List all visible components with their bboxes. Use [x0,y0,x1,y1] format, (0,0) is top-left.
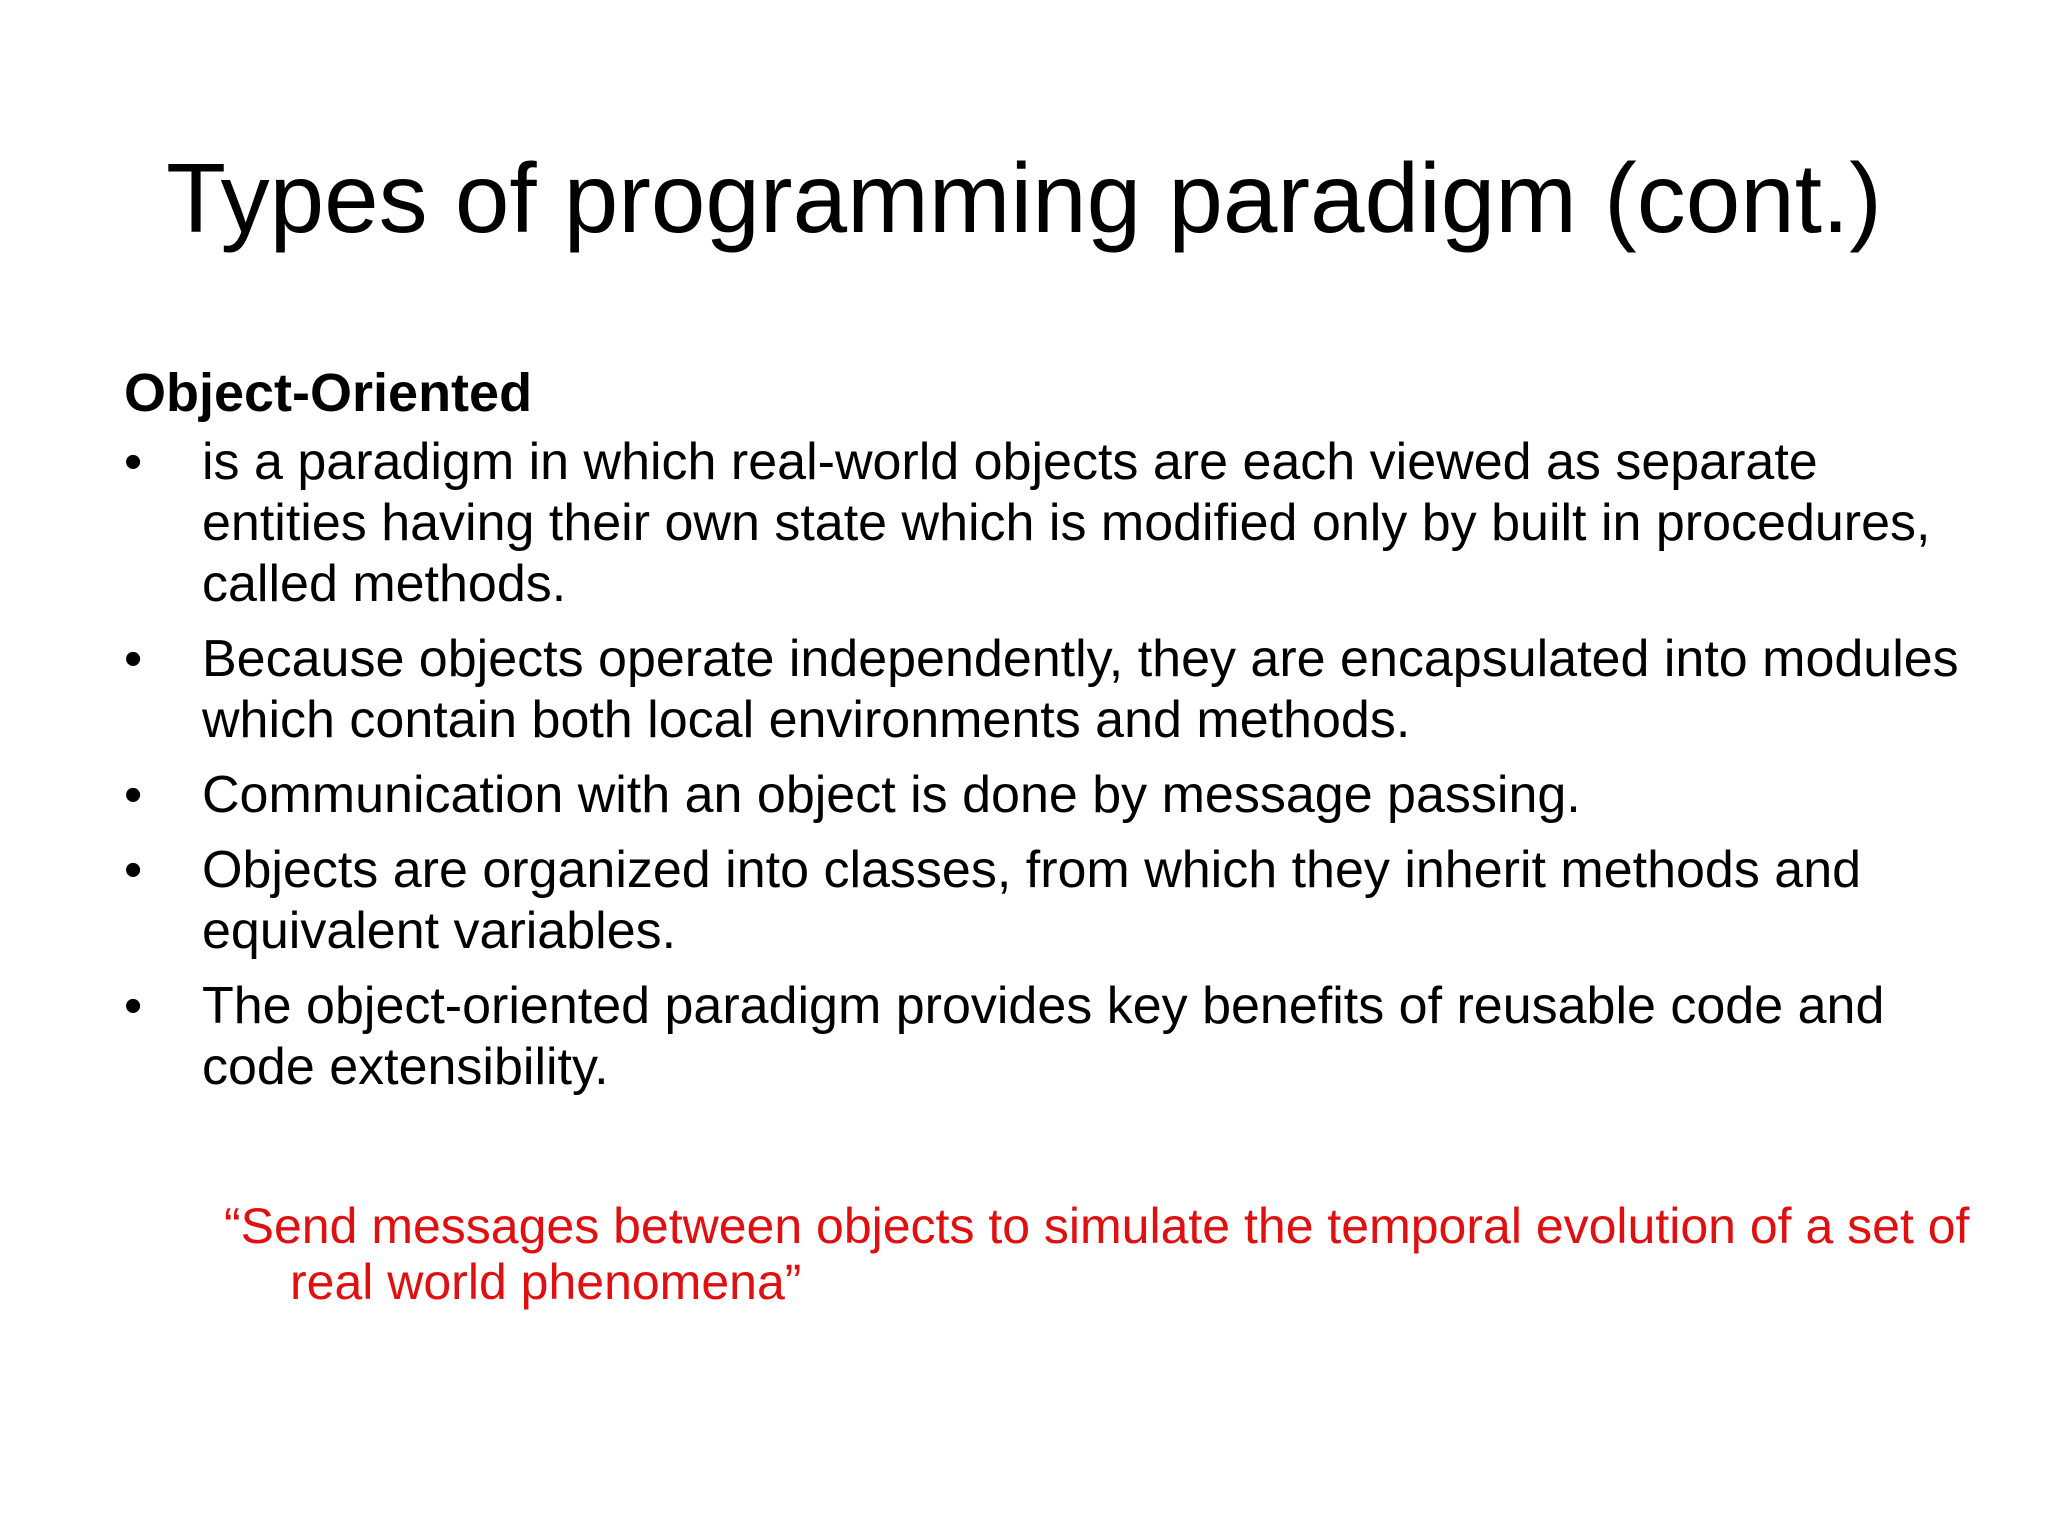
slide-content [124,360,1964,1112]
bullet-text: Objects are organized into classes, from which they inherit methods and equivalent variables. [202,841,1862,960]
bullet-item [124,765,1964,826]
bullet-icon: • [124,977,143,1035]
bullet-icon: • [124,433,143,491]
section-heading: Object-Oriented [124,363,533,423]
bullet-item [124,976,1964,1098]
bullet-item [124,840,1964,962]
bullet-text: The object-oriented paradigm provides key benefits of reusable code and code extensibility. [202,977,1885,1096]
bullet-icon: • [124,841,143,899]
bullet-item [124,629,1964,751]
highlight-quote: “Send messages between objects to simulate the temporal evolution of a set of real world phenomena” [224,1198,1970,1310]
slide-title: Types of programming paradigm (cont.) [166,143,1882,253]
bullet-text: Communication with an object is done by message passing. [202,766,1581,824]
bullet-text: is a paradigm in which real-world objects are each viewed as separate entities having their own state which is modified only by built in procedures, called methods. [202,433,1931,613]
bullet-text: Because objects operate independently, they are encapsulated into modules which contain both local environments and methods. [202,630,1959,749]
bullet-list [124,432,1964,1098]
bullet-icon: • [124,630,143,688]
bullet-item [124,432,1964,615]
bullet-icon: • [124,766,143,824]
